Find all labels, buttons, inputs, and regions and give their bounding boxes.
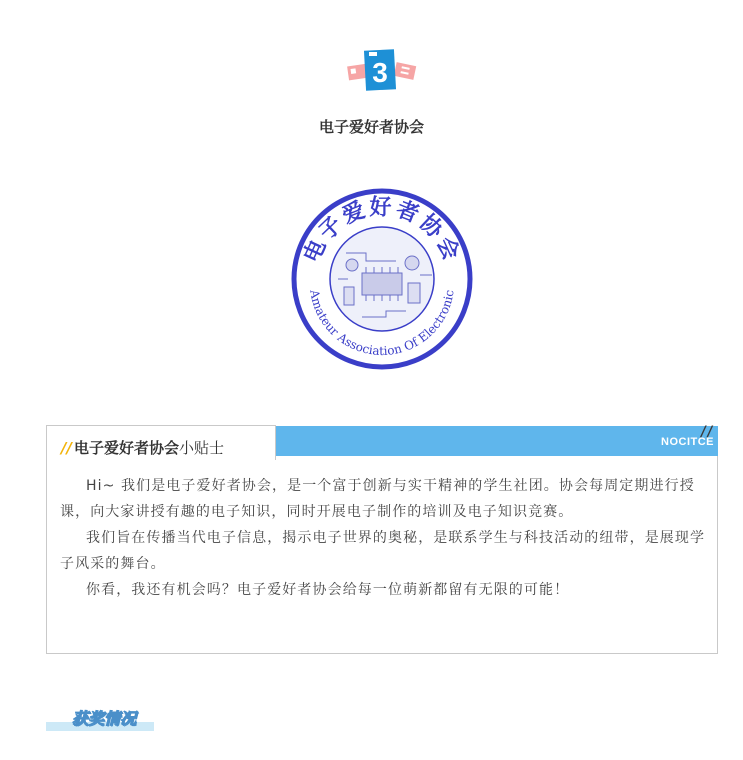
tip-paragraph: Hi~ 我们是电子爱好者协会，是一个富于创新与实干精神的学生社团。协会每周定期进行授课，向大家讲授有趣的电子知识，同时开展电子制作的培训及电子知识竞赛。	[60, 478, 695, 520]
section-title: 电子爱好者协会	[318, 118, 424, 136]
tip-paragraph: 你看，我还有机会吗？电子爱好者协会给每一位萌新都留有无限的可能！	[86, 582, 570, 598]
heading-title-bold: 电子爱好者协会	[73, 439, 179, 457]
section-number-badge	[345, 48, 417, 92]
pink-card-right	[394, 62, 416, 80]
association-seal-logo	[286, 183, 478, 375]
awards-heading	[46, 704, 166, 734]
seal-chinese-text: 电子爱好者协会	[298, 194, 466, 267]
tip-heading	[46, 425, 276, 460]
section-number: 3	[372, 57, 388, 88]
tip-paragraph: 我们旨在传播当代电子信息，揭示电子世界的奥秘，是联系学生与科技活动的纽带，是展现学子风采的舞台。	[60, 530, 706, 572]
heading-slashes: //	[61, 439, 72, 457]
tip-banner	[276, 426, 718, 456]
heading-title-light: 小贴士	[178, 439, 224, 457]
banner-code: NOCITCE	[661, 436, 714, 448]
card-tab	[369, 52, 377, 56]
awards-heading-text: 获奖情况	[72, 709, 137, 728]
banner-slashes: //	[699, 424, 712, 440]
seal-english-text: Amateur Association Of Electronic	[307, 288, 457, 358]
tip-body	[60, 473, 708, 603]
